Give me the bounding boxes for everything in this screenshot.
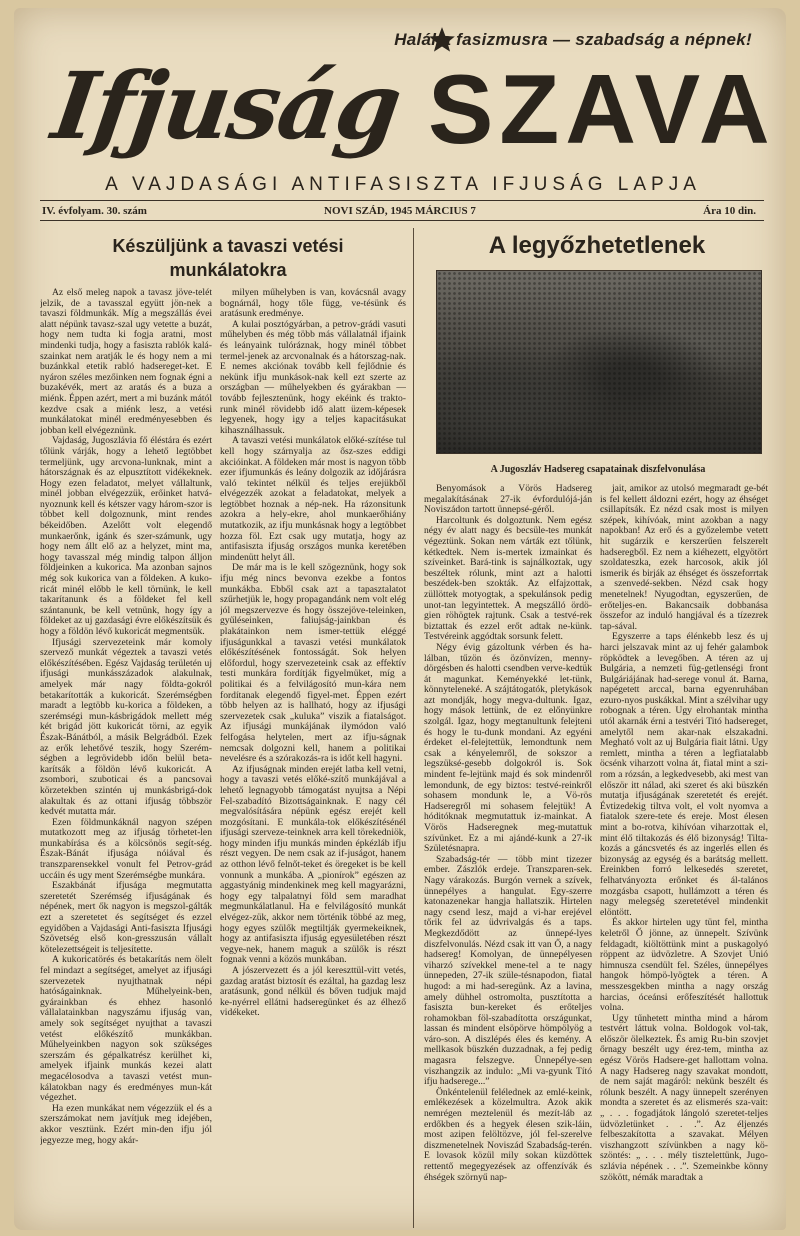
- price: Ára 10 din.: [703, 205, 756, 217]
- masthead-title-script: Ifjuság: [46, 52, 407, 160]
- left-article-column-2: [220, 288, 406, 1220]
- paragraph: A kulai posztógyárban, a petrov-grádi vasuti műhelyben és még több más vállalatnál ifjaink és leányaink tulóráznak, hogy minél többet termel-jenek az arcvonalnak és a hátorszag-nak. E nemes akciónak tovább kell fejlődnie és nekünk ifju munkások-nak kell ezt szerte az országban — műhelyekben és gyárakban — tovább fejlesztenünk, hogy ekéink és trakto-runk minél rövidebb idő alatt üzem-képesek legyenek, hogy igy a teljes kapacitásukat kihasználhassuk.: [220, 318, 406, 436]
- volume-number: IV. évfolyam. 30. szám: [42, 205, 147, 217]
- paragraph: Az első meleg napok a tavasz jöve-telét jelzik, de a tavasszal együtt jön-nek a tavaszi földmunkák. Míg a megszállás évei alatt népünk tavasz-szal ugy vetette a buzát, hogy nem tudta ki fogja aratni, most mindenki tudja, hogy a fasiszta rablók kalá-szainkat nem aratják le és hogy nem a mi buzánkkal etetik rabló hadsereget-ket. E nyáron széles mezőinken nem fognak égni a buzakévék, mert az aratás és a buza a miénk. Éppen azért, mert a mi buzánk mától kezdve csak a miénk lesz, a vetési munkálatokat minél eredményesebben és jobban kell elvégeznünk.: [40, 288, 212, 436]
- masthead-subtitle: A VAJDASÁGI ANTIFASISZTA IFJUSÁG LAPJA: [105, 174, 701, 195]
- bottom-rule: [40, 220, 764, 221]
- paragraph: Harcoltunk és dolgoztunk. Nem egész négy év alatt nagy és becsüle-tes munkát végeztünk. Sokan nem várták ezt tőlünk, kétkedtek. Nem is-mertek izmainkat és szíveinket. Bará-tink is sajnálkoztak, ugy beszéltek rólunk, mint azt a halotti beszédek-ben szokták. Az elfajzottak, züllöttek motyogtak, a spekulánsok pedig unot-tan legyintettek. A megszálló ördö-gien röhögtek rajtunk. Csak a testvé-rek biztattak és ezzel erőt adtak ne-künk. Testvéreink aggódtak sorsunk felett.: [424, 514, 592, 643]
- right-article-column-2: [600, 484, 768, 1220]
- paragraph: Szabadság-tér — több mint tizezer ember. Zászlók erdeje. Transzparen-sek. Nagy várakozás. Burgón vernek a szívek, ünnepélyes a hangulat. Egy-szerre katonazenekar hangja hallatszik. Hirtelen nagy csend lesz, majd a vi-har erejével tőrik fel az üdvrivalgás és a taps. Megkezdődött az ünnepé-lyes diszfelvonulás. Nézd csak itt van Ő, a nagy hadsereg! Komolyan, de ünnepélyesen viharzó szívekkel mene-tel a te nagy ünnepeden, 27-ik szüle-tésnapodon, fiatal hugod: a mi had-seregünk. Az a lavina, amely dühhel ostromolta, pusztította a fasiszta bun-kereket és erőteljes rohamokban föl-szabadította országunkat, lassan és mindent elsöpörve hömpölyög a váro-son. A diszlépés éles és kemény. A mellkasok büszkén duzzadnak, a fej pedig magasra felszegve. Ünnepélye-sen viszhangzik az indulo: „Mi va-gyunk Tító ifju hadserege...”: [424, 853, 592, 1088]
- paragraph: Ezen földmunkáknál nagyon szépen mutatkozott meg az ifjuság törhetet-len munkabírása és a kölcsönös segít-ség. Észak-Bánát ifjusága nóiával és transzparensekkel vonult fel Petrov-grád uccáin és ugy ment Szerémségbe munkára.: [40, 816, 212, 881]
- right-article-headline: A legyőzhetetlenek: [488, 232, 706, 259]
- paragraph: A tavaszi vetési munkálatok előké-szítése tul kell hogy szárnyalja az ősz-szes eddigi akcióinkat. A földeken már most is nagyon több ezer ifjumunkás és leány dolgozik az időjárásra való tekintet nélkül és teljes erejükből elvégezzék azokat a feladatokat, melyek a legtöbbet hoznak a nép-nek. Ha rázonsitunk azokra a hely-ekre, ahol munkaerőhiány mutatkozik, az ifju munkásnak hogy a legtöbbet hozza föl. Ezt csak ugy mutatja, hogy az antifasiszta ifjuság országos munka keretében mindenütt helyt áll.: [220, 435, 406, 563]
- top-rule: [40, 200, 764, 201]
- paragraph: Ifjusági szervezeteink már komoly szervező munkát végeztek a tavaszi vetés előkészítésében. Egész Vajdaság területén uj ifjusági munkásszázadok alakulnak, amelyek már nagy földta-gokról betakarították a kukoricát. Szerémségben maradt a legtöbb ku-korica a földeken, a szerémségi mun-kásbrigádok mellett még két brigád jött kukoricát törni, az egyik Észak-Bánátból, a másik Belgrádból. Ezek az erők lehetővé teszik, hogy Szerém-ségben a legrövidebb időn belül beta-karítsák a földön lévő kukoricát. A zsombori, szuboticai és a pancsovai körzetekben szintén uj munkásbrigá-dok alakultak és az ottani ifjuság többször kedvét mutatta már.: [40, 636, 212, 818]
- paragraph: Ha ezen munkákat nem végezzük el és a szerszámokat nem javítjuk meg idejében, akkor vesztünk. Ezért min-den ifju jól jegyezze meg, hogy akár-: [40, 1102, 212, 1146]
- photo-caption: A Jugoszláv Hadsereg csapatainak diszfelvonulása: [490, 464, 706, 475]
- masthead-title-block: SZAVA: [428, 54, 776, 164]
- paragraph: milyen műhelyben is van, kovácsnál avagy bognárnál, hogy tőle függ, ve-tésünk és aratásunk eredménye.: [220, 288, 406, 320]
- paragraph: A kukoricatörés és betakarítás nem ölelt fel mindazt a segítséget, amelyet az ifjusági szervezetek nyujthatnak népi hatóságainknak. Műhelyeink-ben, gyárainkban és ehhez hasonló vállalatainkban nagyszámu ifjuság van, amely sok segítséget nyujthat a tavaszi vetést előkészítő munkákban. Műhelyeinkben nagyon sok szükséges szerszám és gépalkatrész kerülhet ki, amelyek ifjaink munkás kezei alatt megacélosodva a tavaszi vetést mun-kálatokban nagy és eredményes mun-kát végezhet.: [40, 954, 212, 1104]
- column-divider: [413, 228, 414, 1228]
- paragraph: Vajdaság, Jugoszlávia fő éléstára és ezért tőlünk várják, hogy a lehető legtöbbet termeljünk, ugy arcvona-lunknak, mint a hátországnak és az elpusztított vidékeknek. Hogy ezen feladatot, melyet vállaltunk, minél jobban elvégezzük, erőinket hatvá-nyoznunk kell és kétszer vagy három-szor is többet kell dolgoznunk, mint rendes békeidőben. Azelőtt volt elegendő munkaerőnk, igánk és szer-számunk, ugy hogy nem állt elő az a helyzet, mint ma, hogy tavasszal még mindig talpon álljon földjeinken a kukorica. Ma azonban sajnos még sok kukorica van a földeken. A kuko-ricát minél előbb le kell törnünk, le kell takarítanunk és a földeket fel kell szántanunk, be kell vetnünk, hogy így a földeket az uj gazdasági évre előkészítsük és hogy a földön lévő kukoricát megmentsük.: [40, 435, 212, 637]
- paragraph: A jószervezett és a jól kereszttül-vitt vetés, gazdag aratást biztosít és ezáltal, ha gazdag lesz aratásunk, gond nélkül és bőven tudjuk majd ke-nyérrel ellátni hadseregünket és az élhező vidékeket.: [220, 965, 406, 1019]
- left-article-column-1: [40, 288, 212, 1220]
- paragraph: Az ifjuságnak minden erejét latba kell vetni, hogy a tavaszi vetés előké-szítő munkájával a lehető legnagyobb támogatást nyujtsa a Népi Fel-szabadító Bizottságainknak. E nagy cél megvalósítására népünk egész erejét kell mozgósítani. E munkála-tok előkészítésénél ifjusági szerveze-teinknek arra kell törekedniök, hogy minden ifju munkás minden épkézláb ifju részt vegyen. De nem csak az if-juságot, hanem az otthon lévő felnőt-teket és öregeket is be kell vonnunk a munkába. A „pionírok” egészen az aggastyánig mindenkinek meg kell magyarázni, hogy egy talpalatnyi föld sem maradhat megmunkálatlanul. Ha e felvilágosító munkát elvégez-zük, akkor nem történik többé az meg, hogy egyes szülők megtiltják gyermekeiknek, hogy az antifasiszta ifjuság egyesületében részt vegye-nek, hanem maguk a szülők is részt fognak venni a közös munkában.: [220, 763, 406, 966]
- paragraph: És akkor hirtelen ugy tünt fel, mintha keletről Ő jönne, az ünnepelt. Szívünk feldagadt, kiöltöttünk mint a puskagolyó röppent az üdvözletre. A Szovjet Unió himnusza csendült fel. Széles, ünnepélyes hangok hömpö-lyögtek a téren. A messzesgekben mintha a nagy ország harcias, óceánsi erőfeszítését hallottuk volna.: [600, 917, 768, 1014]
- paragraph: Ugy tűnhetett mintha mind a három testvért láttuk volna. Boldogok vol-tak, először ölelkeztek. És amig Ru-bin szovjet őrnagy beszélt ugy érez-tem, mintha az egész Vörös Hadsere-get hallottam volna. A nagy Hadsereg nagy szavakat mondott, de nem saját magáról: nekünk beszélt és rólunk beszélt. A nagy ünnepelt szerényen mondta a szeretet és az elismerés sza-vait: „ . . . fogadjátok lángoló szeretet-teljes üdvözletünket . . .”. Az éljenzés felbeszakította a szavakat. Mélyen viszhangzott szívünkben a nagy kö-szöntés: „ . . . mély tisztelettünk, Jugo-szlávia népének . . .”. Szemeinkbe könny szökött, némák maradtak a: [600, 1012, 768, 1183]
- paragraph: Egyszerre a taps élénkebb lesz és uj harci jelszavak mint az uj fehér galambok röpködtek a levegőben. A téren az uj Bulgária, a nemzeti füg-getlenségi front Bulgáriájának had-serege vonul át. Barna, napégetett arccal, barna egyenruhában ezuro-nyos puskákkal. Mint a szélvihar ugy robognak a téren. Ugy elrohantak mintha utól akarnák érni a testvéri Titó hadsereget, amelytől nem akar-nak elszakadni. Megható volt az uj Bulgária fiait látni. Ugy remlett, mintha a téren a legfiatalabb öcsénk viharzott volna át, fiatal mint a szi-rom a rózsán, a legkedvesebb, aki mest van először itt nálad, aki szeret és aki büszkén mutatja ifjuságának szeretetét és erejét. Évtizedekig tiltva volt, el volt nyomva a fiatalok szere-tete és ereje. Most élesen mint a bo-rotva, kihívóan viharzottak el, mint élő tiltakozás és élő bizonyság! Tilta-kozás a gáncsvetés és az ingerlés ellen és bizonyság az egység és a barátság mellett. Ereinkben forró lelkesedés szeretet, felhatványozta erőnket és ál-talános mozgásba csapott, hullámzott a téren és nagy melegség szeretetével mindenkit elöntött.: [600, 631, 768, 918]
- right-article-column-1: [424, 484, 592, 1220]
- paragraph: jait, amikor az utolsó megmaradt ge-bét is fel kellett áldozni ezért, hogy az éhséget csillapítsák. Ez nézd csak most is milyen szépek, kihívóak, mint azokban a nagy napokban! Az erő és a győzelembe vetett hit sugárzik e kerszerűen felszerelt hadseregből. Ez nem a kiéhezett, elgyötört szoldateszka, ezek harcosok, akik jól ismerik és birják az éhséget és összeforrtak a szenvedé-sekben. Nézd csak hogy menetelnek! Nyugodtan, egyszerűen, de erőteljes-en. Bakancsaik dobbanása összefor az induló hangjával és a tízezrek tap-sával.: [600, 484, 768, 632]
- newspaper-page: [14, 8, 786, 1230]
- left-article-headline: Készüljünk a tavaszi vetési munkálatokra: [112, 236, 344, 280]
- place-date: NOVI SZÁD, 1945 MÁRCIUS 7: [324, 205, 476, 217]
- parade-photo: [436, 270, 762, 454]
- paragraph: De már ma is le kell szögeznünk, hogy sok ifju még nincs bevonva ezekbe a fontos munkákba. Ebből csak azt a tapasztalatot szűrhetjük le, hogy propagandánk nem volt elég jól megszervezve és hogy összejöve-teleinken, gyűléseinken, faliujság-jainkban és plakátainkon nem ismer-tettük eléggé ifjuságunkkal a tavaszi vetési munkálatok előkészítésének fontosságát. Sok helyen előfordul, hogy szervezeteink csak az effektív testi munkára fordítják figyelmüket, míg a politikai és a felvilágosító mun-kára nem fordítanak elegendő figyel-met. Éppen ezért több helyen az is hallható, hogy az ifjusági szervezetek csak „kuluka” viszik a fiatalságot. Az ifjusági munkájának ilymódon való felfogása helytelen, mert az ifju-ságnak nemcsak dolgozni kell, hanem a politikai nevelésre és a szórakozás-ra is időt kell hagyni.: [220, 562, 406, 765]
- paragraph: Négy évig gázoltunk vérben és ha-lálban, tűzön és özönvízen, menny-dörgésben és halotti csendben verve-kedtük át magunkat. Keményekké let-tünk, könnyteleneké. A szájtátogatók, pletykások azt mondják, hogy megva-dultunk. Igaz, hogy mások lettünk, de ez előnyünkre szolgál. Igaz, hogy megtanultunk felejteni és hogy le tu-dunk mondani. Az egyéni érdeket el-felejtettük, lemondtunk nem csak a kényelemről, de sokszor a legszüksé-gesebb dolgokról is. Sok mindent fe-lejtünk majd és sok mindenről lemondunk, de egy biztos: testvé-reinkről sohasem mondunk le, a Vö-rös Hadseregről mi sohasem felejtük! A hóditóknak megmutattuk iz-mainkat. A Vörös Hadseregnek meg-mutattuk szívünket. Ez a mi ajándé-kunk a 27-ik Születésnapra.: [424, 641, 592, 855]
- paragraph: Eszakbánát ifjusága megmutatta szeretetét Szerémség ifjuságának és népének, mert ők nagyon is megszol-gálták ezt a szeretetet és segítséget és ezzel egyidőben a Vajdasági Anti-fasiszta Ifjusági Szövetség első kon-gresszusán vállalt kötelezettségeit is teljesítette.: [40, 880, 212, 955]
- paragraph: Önkéntelenül felélednek az emlé-keink, emlékezések a közelmultra. Azok akik nemrégen meztelenül és mezít-láb az erdőkben és a hegyek élesen szik-láin, most azipen felöltözve, jól fel-szerelve diszmenetelnek Noviszád Szabadság-terén. E lovasok közül mily sokan küzdöttek rettentő megegyezések az offenzívák és éhségek szörnyű nap-: [424, 1086, 592, 1183]
- motto-slogan: Halál a fasizmusra — szabadság a népnek!: [394, 30, 752, 49]
- paragraph: Benyomások a Vörös Hadsereg megalakításának 27-ik évfordulójá-ján Noviszádon tartott ünnepsé-géről.: [424, 484, 592, 516]
